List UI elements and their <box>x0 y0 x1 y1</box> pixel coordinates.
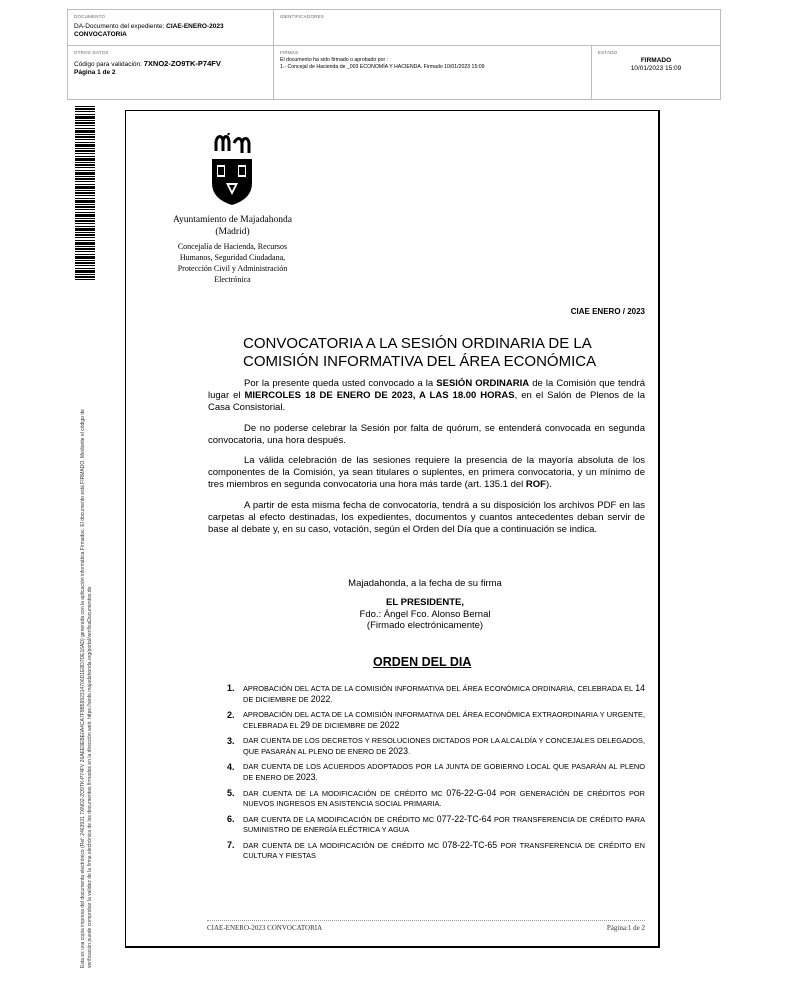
agenda-item: 4. DAR CUENTA DE LOS ACUERDOS ADOPTADOS POR LA JUNTA DE GOBIERNO LOCAL QUE PASARÁN AL PLENO DE ENERO DE 2023. <box>227 762 645 782</box>
otros-datos-cell <box>68 46 274 100</box>
body-text <box>208 378 645 544</box>
document-title: CONVOCATORIA A LA SESIÓN ORDINARIA DE LA COMISIÓN INFORMATIVA DEL ÁREA ECONÓMICA <box>243 335 597 370</box>
identificadores-cell <box>274 10 720 46</box>
documento-cell <box>68 10 274 46</box>
organization-block <box>160 214 305 285</box>
paragraph-4: A partir de esta misma fecha de convocatoria, tendrá a su disposición los archivos PDF en las carpetas al efecto destinadas, los expedientes, documentos y cuantos antecedentes deban servir de base al debate y, en su caso, votación, según el Orden del Día que a continuación se indica. <box>208 499 645 536</box>
place-date: Majadahonda, a la fecha de su firma <box>348 578 502 589</box>
codigo-validacion: Código para validación: 7XNO2-ZO9TK-P74FV Página 1 de 2 <box>74 59 221 76</box>
document-reference: CIAE ENERO / 2023 <box>570 307 645 316</box>
pagina-text: Página 1 de 2 <box>74 69 116 76</box>
firmas-text: El documento ha sido firmado o aprobado por : 1.- Concejal de Hacienda de _003 ECONOMÍA Y HACIENDA. Firmado 10/01/2023 15:09 <box>280 57 485 70</box>
estado-label: ESTADO <box>598 50 618 55</box>
agenda-list <box>227 683 645 866</box>
agenda-item: 5. DAR CUENTA DE LA MODIFICACIÓN DE CRÉDITO MC 076-22-G-04 POR GENERACIÓN DE CRÉDITOS POR NUEVOS INGRESOS EN ASISTENCIA SOCIAL PRIMARIA. <box>227 788 645 808</box>
majadahonda-crest-logo <box>210 133 254 205</box>
footer-document-name: CIAE-ENERO-2023 CONVOCATORIA <box>207 924 323 932</box>
paragraph-1: Por la presente queda usted convocado a la SESIÓN ORDINARIA de la Comisión que tendrá lugar el MIERCOLES 18 DE ENERO DE 2023, A LAS 18.00 HORAS, en el Salón de Plenos de la Casa Consistorial. <box>208 378 645 414</box>
documento-type: CONVOCATORIA <box>74 31 127 38</box>
firmas-label: FIRMAS <box>280 50 299 55</box>
agenda-item: 1. APROBACIÓN DEL ACTA DE LA COMISIÓN INFORMATIVA DEL ÁREA ECONÓMICA ORDINARIA, CELEBRADA EL 14 DE DICIEMBRE DE 2022. <box>227 683 645 704</box>
estado-fecha: 10/01/2023 15:09 <box>630 65 682 72</box>
page-footer <box>207 920 645 932</box>
org-name: Ayuntamiento de Majadahonda <box>173 215 292 225</box>
org-region: (Madrid) <box>215 227 250 237</box>
signature-note: (Firmado electrónicamente) <box>366 620 484 631</box>
otros-datos-label: OTROS DATOS <box>74 50 109 55</box>
barcode-image <box>75 106 95 280</box>
identificadores-label: IDENTIFICADORES <box>280 14 325 19</box>
agenda-item: 2. APROBACIÓN DEL ACTA DE LA COMISIÓN INFORMATIVA DEL ÁREA ECONÓMICA EXTRAORDINARIA Y URGENTE, CELEBRADA EL 29 DE DICIEMBRE DE 2022 <box>227 710 645 730</box>
expediente-code: CIAE-ENERO-2023 <box>166 23 224 30</box>
paragraph-2: De no poderse celebrar la Sesión por falta de quórum, se entenderá convocada en segunda convocatoria, una hora después. <box>208 422 645 446</box>
paragraph-3: La válida celebración de las sesiones requiere la presencia de la mayoría absoluta de los componentes de la Comisión, ya sean titulares o suplentes, en primera convocatoria, y un mínimo de tres miembros en segunda convocatoria una hora más tarde (art. 135.1 del ROF). <box>208 455 645 491</box>
footer-page-number: Página:1 de 2 <box>606 924 645 932</box>
documento-value: DA-Documento del expediente: CIAE-ENERO-2023 CONVOCATORIA <box>74 23 224 38</box>
documento-label: DOCUMENTO <box>74 14 106 19</box>
org-department: Concejalía de Hacienda, Recursos Humanos, Seguridad Ciudadana, Protección Civil y Administración Electrónica <box>177 242 288 284</box>
signature-header-box <box>67 9 721 100</box>
orden-del-dia-heading: ORDEN DEL DIA <box>373 655 472 669</box>
estado-firmado: FIRMADO <box>640 57 672 64</box>
signature-name: Fdo.: Ángel Fco. Alonso Bernal <box>359 608 491 620</box>
agenda-item: 3. DAR CUENTA DE LOS DECRETOS Y RESOLUCIONES DICTADOS POR LA ALCALDÍA Y CONCEJALES DELEGADOS, QUE PASARÁN AL PLENO DE ENERO DE 2023. <box>227 736 645 756</box>
estado-cell <box>592 46 720 100</box>
firmas-cell <box>274 46 592 100</box>
side-verification-text: Esta es una copia impresa del documento electrónico (Ref: 2463931 7XNO2-ZO9TK-P74FV 26AEE9EBE0A4CA7F9B5992314706D1E8D7DE16AD) generada con la aplicación informática Firmadoc. El documento está FIRMADO. Mediante el código de verificación puede comprobar la validez de la firma electrónica de los documentos firmados en la dirección web: https://sede.majadahonda.org/portal/verificaDocumentos.do <box>80 409 93 968</box>
signature-block <box>300 597 550 632</box>
estado-value <box>592 57 720 73</box>
codigo-value: 7XNO2-ZO9TK-P74FV <box>143 59 221 68</box>
signature-role: EL PRESIDENTE, <box>386 597 464 608</box>
agenda-item: 6. DAR CUENTA DE LA MODIFICACIÓN DE CRÉDITO MC 077-22-TC-64 POR TRANSFERENCIA DE CRÉDITO PARA SUMINISTRO DE ENERGÍA ELÉCTRICA Y AGUA <box>227 814 645 834</box>
agenda-item: 7. DAR CUENTA DE LA MODIFICACIÓN DE CRÉDITO MC 078-22-TC-65 POR TRANSFERENCIA DE CRÉDITO EN CULTURA Y FIESTAS <box>227 840 645 860</box>
